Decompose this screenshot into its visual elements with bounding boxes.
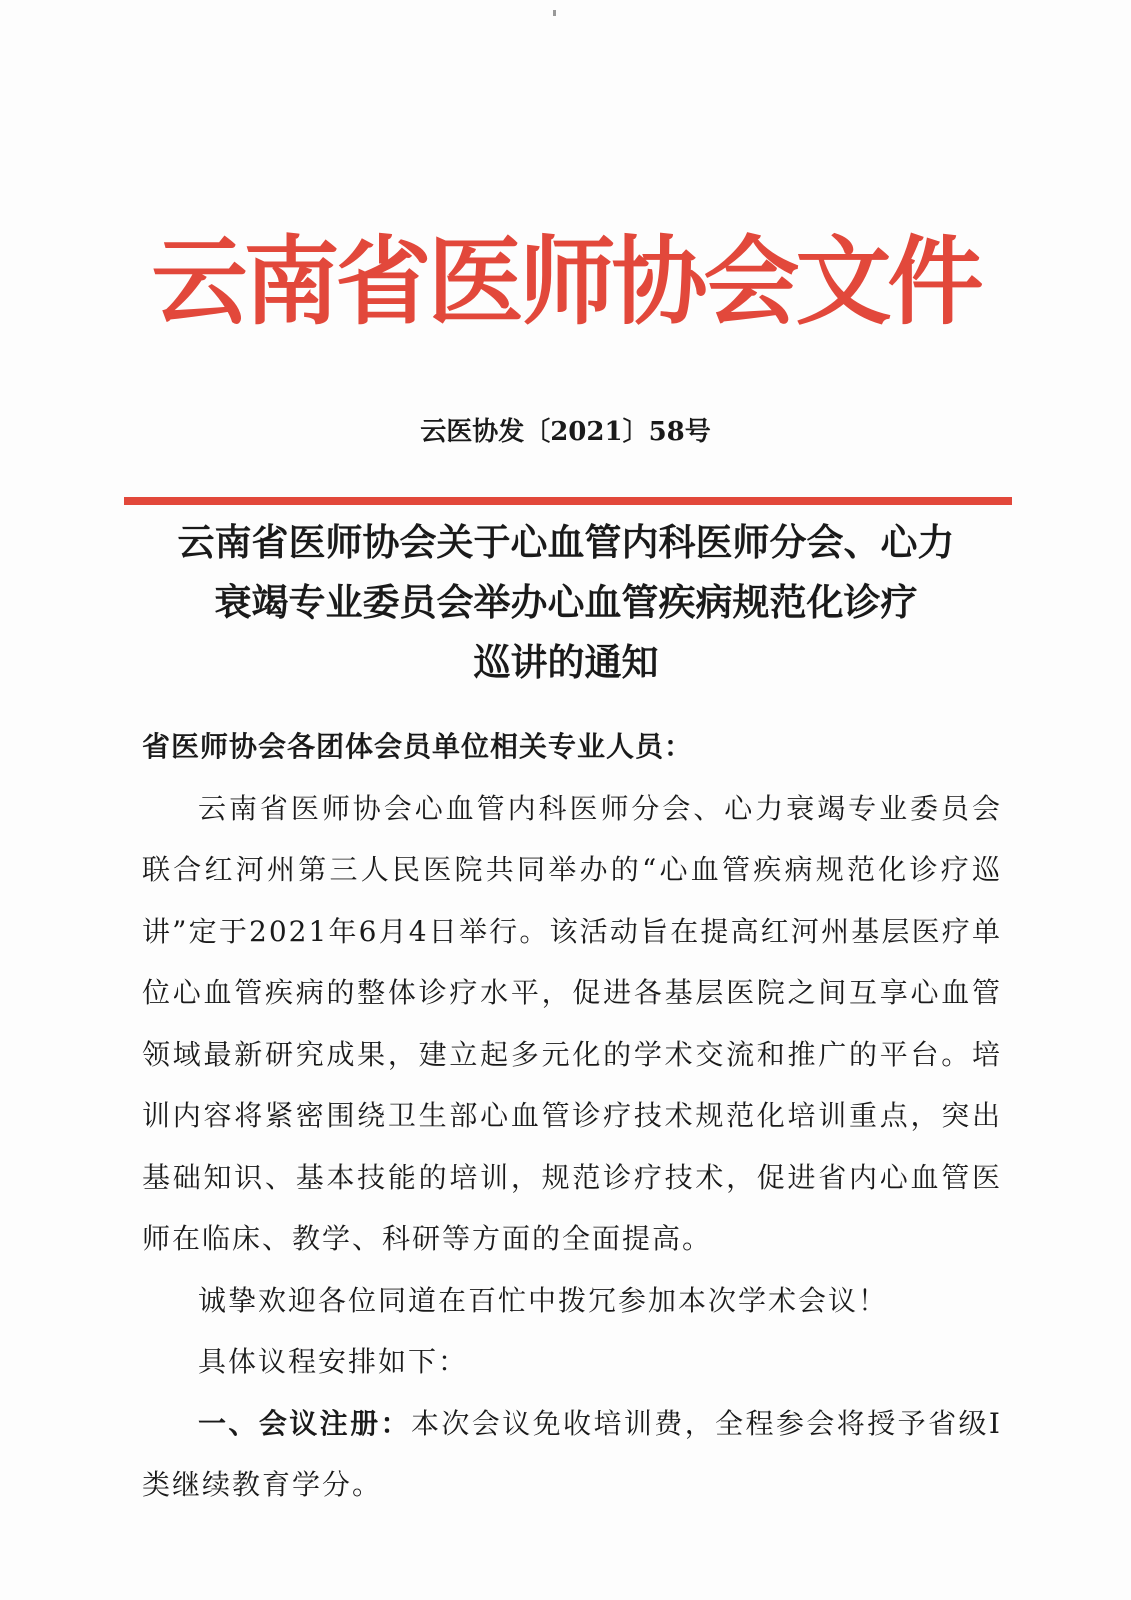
paragraph-intro: 云南省医师协会心血管内科医师分会、心力衰竭专业委员会联合红河州第三人民医院共同举办的“心血管疾病规范化诊疗巡讲”定于2021年6月4日举行。该活动旨在提高红河州基层医疗单位心血管疾病的整体诊疗水平，促进各基层医院之间互享心血管领域最新研究成果，建立起多元化的学术交流和推广的平台。培训内容将紧密围绕卫生部心血管诊疗技术规范化培训重点，突出基础知识、基本技能的培训，规范诊疗技术，促进省内心血管医师在临床、教学、科研等方面的全面提高。 <box>142 791 1002 1255</box>
scan-speck <box>553 10 556 16</box>
notice-title-line: 衰竭专业委员会举办心血管疾病规范化诊疗 <box>214 581 918 624</box>
section-registration <box>142 1393 1002 1516</box>
paragraph-agenda-intro: 具体议程安排如下： <box>198 1345 469 1378</box>
notice-title <box>120 513 1012 693</box>
section-registration-text: 本次会议免收培训费，全程参会将授予省级Ⅰ类继续教育学分。 <box>142 1406 1002 1501</box>
document-header-title: 云南省医师协会文件 <box>151 226 980 338</box>
notice-title-line: 云南省医师协会关于心血管内科医师分会、心力 <box>177 521 955 564</box>
document-body <box>142 716 1002 1516</box>
paragraph-welcome: 诚挚欢迎各位同道在百忙中拨冗参加本次学术会议！ <box>198 1283 889 1317</box>
red-divider-line <box>124 497 1012 505</box>
salutation: 省医师协会各团体会员单位相关专业人员： <box>142 730 694 763</box>
document-number: 云医协发〔2021〕58号 <box>420 417 711 447</box>
section-registration-label: 一、会议注册： <box>198 1406 411 1440</box>
notice-title-line: 巡讲的通知 <box>473 641 659 684</box>
